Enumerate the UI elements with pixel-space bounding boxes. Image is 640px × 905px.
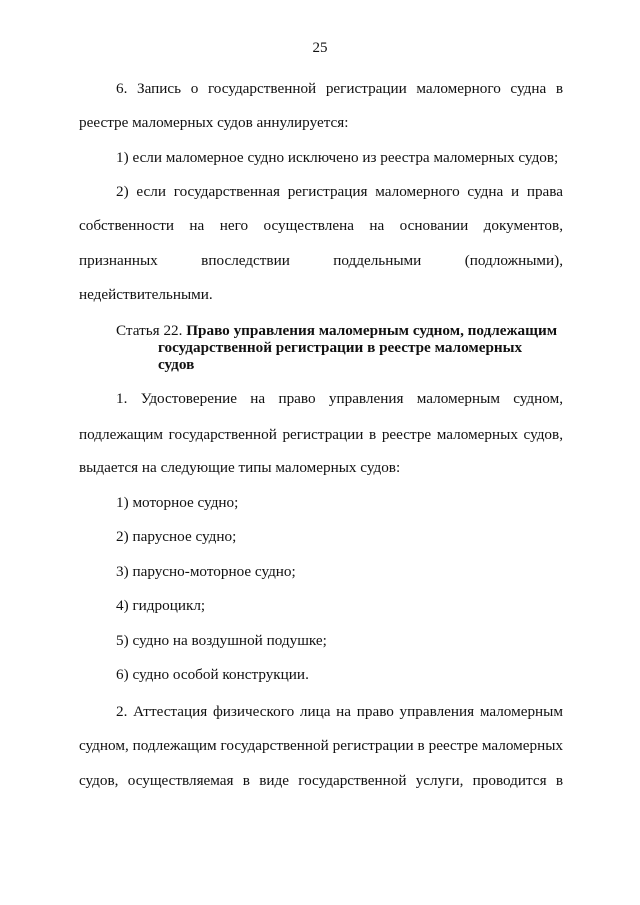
type-item: 6) судно особой конструкции.	[116, 666, 309, 683]
item-6-2-line-2: собственности на него осуществлена на основании документов,	[79, 217, 563, 234]
page-number: 25	[312, 40, 328, 56]
article-title-line-1: Право управления маломерным судном, подлежащим	[186, 322, 558, 339]
type-item: 5) судно на воздушной подушке;	[116, 632, 327, 649]
article-title-line-3: судов	[158, 356, 195, 373]
type-item: 4) гидроцикл;	[116, 597, 206, 614]
paragraph-1-line-1: 1. Удостоверение на право управления маломерным судном,	[116, 390, 563, 407]
paragraph-6-line-2: реестре маломерных судов аннулируется:	[79, 114, 349, 131]
item-6-1: 1) если маломерное судно исключено из реестра маломерных судов;	[116, 149, 559, 166]
paragraph-6-line-1: 6. Запись о государственной регистрации маломерного судна в	[116, 80, 563, 97]
item-6-2-line-3: признанных впоследствии поддельными (подложными),	[79, 252, 563, 269]
article-title-line-2: государственной регистрации в реестре маломерных	[158, 339, 523, 356]
type-item: 3) парусно-моторное судно;	[116, 563, 296, 580]
type-item: 2) парусное судно;	[116, 528, 237, 545]
paragraph-2-line-3: судов, осуществляемая в виде государственной услуги, проводится в	[79, 772, 563, 789]
article-number: Статья 22.	[116, 322, 187, 339]
item-6-2-line-1: 2) если государственная регистрация маломерного судна и права	[116, 183, 563, 200]
type-item: 1) моторное судно;	[116, 494, 239, 511]
paragraph-1-line-3: выдается на следующие типы маломерных судов:	[79, 459, 401, 476]
paragraph-1-line-2: подлежащим государственной регистрации в реестре маломерных судов,	[79, 426, 563, 443]
paragraph-2-line-1: 2. Аттестация физического лица на право управления маломерным	[116, 703, 563, 720]
article-heading	[116, 322, 566, 373]
item-6-2-line-4: недействительными.	[79, 286, 213, 303]
paragraph-2-line-2: судном, подлежащим государственной регистрации в реестре маломерных	[79, 737, 563, 754]
